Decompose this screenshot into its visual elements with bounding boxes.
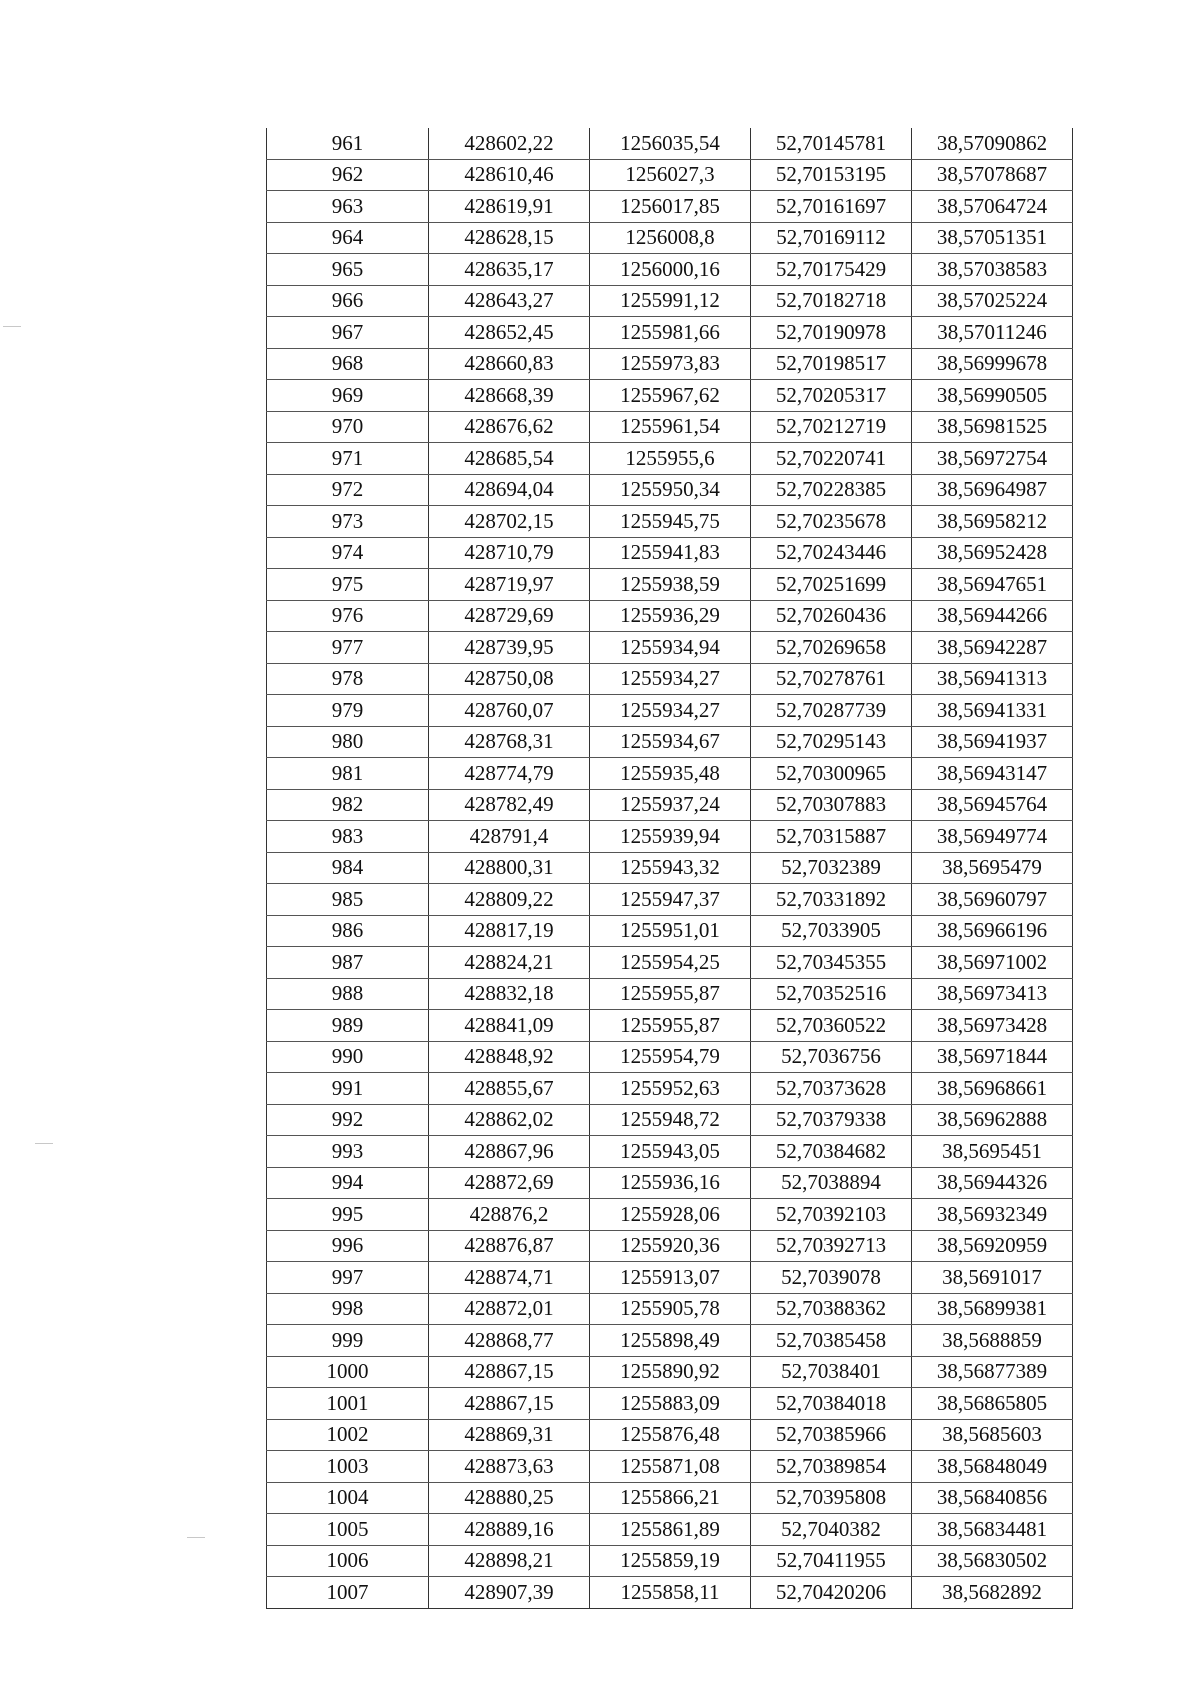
longitude-cell: 38,56848049 xyxy=(912,1451,1073,1483)
x-coordinate-cell: 428791,4 xyxy=(429,821,590,853)
table-row xyxy=(267,1545,1073,1577)
table-row xyxy=(267,1325,1073,1357)
x-coordinate-cell: 428880,25 xyxy=(429,1482,590,1514)
y-coordinate-cell: 1255928,06 xyxy=(590,1199,751,1231)
table-row xyxy=(267,380,1073,412)
latitude-cell: 52,70373628 xyxy=(751,1073,912,1105)
point-number-cell: 970 xyxy=(267,411,429,443)
x-coordinate-cell: 428610,46 xyxy=(429,159,590,191)
table-row xyxy=(267,537,1073,569)
latitude-cell: 52,70251699 xyxy=(751,569,912,601)
point-number-cell: 965 xyxy=(267,254,429,286)
point-number-cell: 991 xyxy=(267,1073,429,1105)
longitude-cell: 38,56973413 xyxy=(912,978,1073,1010)
point-number-cell: 981 xyxy=(267,758,429,790)
latitude-cell: 52,70388362 xyxy=(751,1293,912,1325)
x-coordinate-cell: 428889,16 xyxy=(429,1514,590,1546)
x-coordinate-cell: 428676,62 xyxy=(429,411,590,443)
longitude-cell: 38,5688859 xyxy=(912,1325,1073,1357)
x-coordinate-cell: 428660,83 xyxy=(429,348,590,380)
latitude-cell: 52,7036756 xyxy=(751,1041,912,1073)
longitude-cell: 38,5685603 xyxy=(912,1419,1073,1451)
x-coordinate-cell: 428760,07 xyxy=(429,695,590,727)
point-number-cell: 999 xyxy=(267,1325,429,1357)
longitude-cell: 38,56877389 xyxy=(912,1356,1073,1388)
latitude-cell: 52,70420206 xyxy=(751,1577,912,1609)
y-coordinate-cell: 1255871,08 xyxy=(590,1451,751,1483)
latitude-cell: 52,70389854 xyxy=(751,1451,912,1483)
point-number-cell: 979 xyxy=(267,695,429,727)
x-coordinate-cell: 428867,15 xyxy=(429,1388,590,1420)
x-coordinate-cell: 428872,69 xyxy=(429,1167,590,1199)
x-coordinate-cell: 428702,15 xyxy=(429,506,590,538)
point-number-cell: 1003 xyxy=(267,1451,429,1483)
y-coordinate-cell: 1255905,78 xyxy=(590,1293,751,1325)
latitude-cell: 52,7038894 xyxy=(751,1167,912,1199)
longitude-cell: 38,56834481 xyxy=(912,1514,1073,1546)
table-row xyxy=(267,222,1073,254)
latitude-cell: 52,70385966 xyxy=(751,1419,912,1451)
y-coordinate-cell: 1255943,05 xyxy=(590,1136,751,1168)
x-coordinate-cell: 428729,69 xyxy=(429,600,590,632)
x-coordinate-cell: 428898,21 xyxy=(429,1545,590,1577)
latitude-cell: 52,70392713 xyxy=(751,1230,912,1262)
point-number-cell: 976 xyxy=(267,600,429,632)
point-number-cell: 962 xyxy=(267,159,429,191)
longitude-cell: 38,56920959 xyxy=(912,1230,1073,1262)
x-coordinate-cell: 428809,22 xyxy=(429,884,590,916)
y-coordinate-cell: 1255859,19 xyxy=(590,1545,751,1577)
table-row xyxy=(267,632,1073,664)
y-coordinate-cell: 1255937,24 xyxy=(590,789,751,821)
point-number-cell: 969 xyxy=(267,380,429,412)
longitude-cell: 38,5695479 xyxy=(912,852,1073,884)
y-coordinate-cell: 1255866,21 xyxy=(590,1482,751,1514)
longitude-cell: 38,56830502 xyxy=(912,1545,1073,1577)
point-number-cell: 982 xyxy=(267,789,429,821)
y-coordinate-cell: 1255991,12 xyxy=(590,285,751,317)
longitude-cell: 38,56966196 xyxy=(912,915,1073,947)
y-coordinate-cell: 1255952,63 xyxy=(590,1073,751,1105)
table-row xyxy=(267,443,1073,475)
longitude-cell: 38,56945764 xyxy=(912,789,1073,821)
point-number-cell: 978 xyxy=(267,663,429,695)
point-number-cell: 971 xyxy=(267,443,429,475)
latitude-cell: 52,70260436 xyxy=(751,600,912,632)
latitude-cell: 52,70392103 xyxy=(751,1199,912,1231)
table-row xyxy=(267,821,1073,853)
y-coordinate-cell: 1255883,09 xyxy=(590,1388,751,1420)
point-number-cell: 996 xyxy=(267,1230,429,1262)
table-row xyxy=(267,758,1073,790)
y-coordinate-cell: 1255876,48 xyxy=(590,1419,751,1451)
point-number-cell: 974 xyxy=(267,537,429,569)
y-coordinate-cell: 1255934,27 xyxy=(590,695,751,727)
point-number-cell: 986 xyxy=(267,915,429,947)
latitude-cell: 52,70360522 xyxy=(751,1010,912,1042)
y-coordinate-cell: 1256008,8 xyxy=(590,222,751,254)
longitude-cell: 38,56964987 xyxy=(912,474,1073,506)
x-coordinate-cell: 428841,09 xyxy=(429,1010,590,1042)
table-row xyxy=(267,1419,1073,1451)
table-row xyxy=(267,569,1073,601)
table-row xyxy=(267,1577,1073,1609)
latitude-cell: 52,70295143 xyxy=(751,726,912,758)
y-coordinate-cell: 1255945,75 xyxy=(590,506,751,538)
y-coordinate-cell: 1256035,54 xyxy=(590,128,751,159)
longitude-cell: 38,56944326 xyxy=(912,1167,1073,1199)
table-row xyxy=(267,695,1073,727)
latitude-cell: 52,70190978 xyxy=(751,317,912,349)
table-row xyxy=(267,1451,1073,1483)
latitude-cell: 52,70212719 xyxy=(751,411,912,443)
x-coordinate-cell: 428832,18 xyxy=(429,978,590,1010)
x-coordinate-cell: 428868,77 xyxy=(429,1325,590,1357)
x-coordinate-cell: 428635,17 xyxy=(429,254,590,286)
y-coordinate-cell: 1255954,79 xyxy=(590,1041,751,1073)
x-coordinate-cell: 428824,21 xyxy=(429,947,590,979)
longitude-cell: 38,56947651 xyxy=(912,569,1073,601)
x-coordinate-cell: 428867,96 xyxy=(429,1136,590,1168)
longitude-cell: 38,56981525 xyxy=(912,411,1073,443)
table-row xyxy=(267,947,1073,979)
y-coordinate-cell: 1255861,89 xyxy=(590,1514,751,1546)
point-number-cell: 989 xyxy=(267,1010,429,1042)
longitude-cell: 38,56865805 xyxy=(912,1388,1073,1420)
table-row xyxy=(267,1010,1073,1042)
longitude-cell: 38,57038583 xyxy=(912,254,1073,286)
latitude-cell: 52,70352516 xyxy=(751,978,912,1010)
point-number-cell: 1002 xyxy=(267,1419,429,1451)
point-number-cell: 1007 xyxy=(267,1577,429,1609)
latitude-cell: 52,70169112 xyxy=(751,222,912,254)
latitude-cell: 52,70315887 xyxy=(751,821,912,853)
point-number-cell: 966 xyxy=(267,285,429,317)
scan-margin-mark xyxy=(35,1143,53,1144)
point-number-cell: 963 xyxy=(267,191,429,223)
table-row xyxy=(267,191,1073,223)
point-number-cell: 990 xyxy=(267,1041,429,1073)
y-coordinate-cell: 1255920,36 xyxy=(590,1230,751,1262)
point-number-cell: 998 xyxy=(267,1293,429,1325)
latitude-cell: 52,70278761 xyxy=(751,663,912,695)
coordinates-table xyxy=(266,128,1073,1609)
x-coordinate-cell: 428873,63 xyxy=(429,1451,590,1483)
point-number-cell: 972 xyxy=(267,474,429,506)
y-coordinate-cell: 1255967,62 xyxy=(590,380,751,412)
y-coordinate-cell: 1255934,27 xyxy=(590,663,751,695)
latitude-cell: 52,70287739 xyxy=(751,695,912,727)
table-row xyxy=(267,1388,1073,1420)
x-coordinate-cell: 428774,79 xyxy=(429,758,590,790)
point-number-cell: 964 xyxy=(267,222,429,254)
y-coordinate-cell: 1255935,48 xyxy=(590,758,751,790)
y-coordinate-cell: 1255934,67 xyxy=(590,726,751,758)
longitude-cell: 38,56971002 xyxy=(912,947,1073,979)
table-row xyxy=(267,1041,1073,1073)
x-coordinate-cell: 428872,01 xyxy=(429,1293,590,1325)
y-coordinate-cell: 1255934,94 xyxy=(590,632,751,664)
table-row xyxy=(267,1167,1073,1199)
table-row xyxy=(267,915,1073,947)
longitude-cell: 38,56973428 xyxy=(912,1010,1073,1042)
y-coordinate-cell: 1256027,3 xyxy=(590,159,751,191)
longitude-cell: 38,57078687 xyxy=(912,159,1073,191)
longitude-cell: 38,56990505 xyxy=(912,380,1073,412)
latitude-cell: 52,70384018 xyxy=(751,1388,912,1420)
x-coordinate-cell: 428907,39 xyxy=(429,1577,590,1609)
latitude-cell: 52,70384682 xyxy=(751,1136,912,1168)
longitude-cell: 38,57090862 xyxy=(912,128,1073,159)
longitude-cell: 38,5695451 xyxy=(912,1136,1073,1168)
latitude-cell: 52,70198517 xyxy=(751,348,912,380)
latitude-cell: 52,7033905 xyxy=(751,915,912,947)
y-coordinate-cell: 1255941,83 xyxy=(590,537,751,569)
y-coordinate-cell: 1255913,07 xyxy=(590,1262,751,1294)
x-coordinate-cell: 428739,95 xyxy=(429,632,590,664)
table-row xyxy=(267,317,1073,349)
x-coordinate-cell: 428685,54 xyxy=(429,443,590,475)
table-row xyxy=(267,1104,1073,1136)
longitude-cell: 38,5691017 xyxy=(912,1262,1073,1294)
latitude-cell: 52,7038401 xyxy=(751,1356,912,1388)
y-coordinate-cell: 1255954,25 xyxy=(590,947,751,979)
x-coordinate-cell: 428652,45 xyxy=(429,317,590,349)
y-coordinate-cell: 1255950,34 xyxy=(590,474,751,506)
y-coordinate-cell: 1255858,11 xyxy=(590,1577,751,1609)
table-row xyxy=(267,1262,1073,1294)
y-coordinate-cell: 1255898,49 xyxy=(590,1325,751,1357)
longitude-cell: 38,56962888 xyxy=(912,1104,1073,1136)
point-number-cell: 968 xyxy=(267,348,429,380)
y-coordinate-cell: 1255951,01 xyxy=(590,915,751,947)
x-coordinate-cell: 428643,27 xyxy=(429,285,590,317)
y-coordinate-cell: 1255955,6 xyxy=(590,443,751,475)
latitude-cell: 52,70379338 xyxy=(751,1104,912,1136)
latitude-cell: 52,70331892 xyxy=(751,884,912,916)
table-row xyxy=(267,1136,1073,1168)
point-number-cell: 1001 xyxy=(267,1388,429,1420)
y-coordinate-cell: 1255936,16 xyxy=(590,1167,751,1199)
x-coordinate-cell: 428694,04 xyxy=(429,474,590,506)
x-coordinate-cell: 428719,97 xyxy=(429,569,590,601)
longitude-cell: 38,56960797 xyxy=(912,884,1073,916)
y-coordinate-cell: 1255955,87 xyxy=(590,1010,751,1042)
table-row xyxy=(267,789,1073,821)
table-row xyxy=(267,884,1073,916)
longitude-cell: 38,56972754 xyxy=(912,443,1073,475)
table-row xyxy=(267,978,1073,1010)
latitude-cell: 52,70205317 xyxy=(751,380,912,412)
x-coordinate-cell: 428869,31 xyxy=(429,1419,590,1451)
longitude-cell: 38,56840856 xyxy=(912,1482,1073,1514)
x-coordinate-cell: 428876,87 xyxy=(429,1230,590,1262)
longitude-cell: 38,56968661 xyxy=(912,1073,1073,1105)
point-number-cell: 988 xyxy=(267,978,429,1010)
latitude-cell: 52,70182718 xyxy=(751,285,912,317)
x-coordinate-cell: 428602,22 xyxy=(429,128,590,159)
longitude-cell: 38,56941331 xyxy=(912,695,1073,727)
point-number-cell: 1005 xyxy=(267,1514,429,1546)
table-row xyxy=(267,506,1073,538)
x-coordinate-cell: 428628,15 xyxy=(429,222,590,254)
table-row xyxy=(267,1356,1073,1388)
table-row xyxy=(267,411,1073,443)
x-coordinate-cell: 428768,31 xyxy=(429,726,590,758)
longitude-cell: 38,56899381 xyxy=(912,1293,1073,1325)
latitude-cell: 52,70395808 xyxy=(751,1482,912,1514)
table-row xyxy=(267,128,1073,159)
table-row xyxy=(267,1230,1073,1262)
table-row xyxy=(267,348,1073,380)
latitude-cell: 52,70175429 xyxy=(751,254,912,286)
point-number-cell: 973 xyxy=(267,506,429,538)
table-row xyxy=(267,285,1073,317)
point-number-cell: 967 xyxy=(267,317,429,349)
point-number-cell: 980 xyxy=(267,726,429,758)
scan-margin-mark xyxy=(3,326,21,327)
y-coordinate-cell: 1256017,85 xyxy=(590,191,751,223)
point-number-cell: 997 xyxy=(267,1262,429,1294)
longitude-cell: 38,5682892 xyxy=(912,1577,1073,1609)
longitude-cell: 38,57011246 xyxy=(912,317,1073,349)
point-number-cell: 1004 xyxy=(267,1482,429,1514)
table-row xyxy=(267,852,1073,884)
point-number-cell: 984 xyxy=(267,852,429,884)
x-coordinate-cell: 428782,49 xyxy=(429,789,590,821)
x-coordinate-cell: 428855,67 xyxy=(429,1073,590,1105)
x-coordinate-cell: 428862,02 xyxy=(429,1104,590,1136)
table-row xyxy=(267,1482,1073,1514)
y-coordinate-cell: 1255943,32 xyxy=(590,852,751,884)
scan-margin-mark xyxy=(187,1537,205,1538)
x-coordinate-cell: 428867,15 xyxy=(429,1356,590,1388)
table-row xyxy=(267,600,1073,632)
point-number-cell: 983 xyxy=(267,821,429,853)
y-coordinate-cell: 1256000,16 xyxy=(590,254,751,286)
point-number-cell: 987 xyxy=(267,947,429,979)
latitude-cell: 52,70345355 xyxy=(751,947,912,979)
latitude-cell: 52,70235678 xyxy=(751,506,912,538)
longitude-cell: 38,57025224 xyxy=(912,285,1073,317)
longitude-cell: 38,56999678 xyxy=(912,348,1073,380)
y-coordinate-cell: 1255947,37 xyxy=(590,884,751,916)
table-row xyxy=(267,726,1073,758)
y-coordinate-cell: 1255961,54 xyxy=(590,411,751,443)
y-coordinate-cell: 1255939,94 xyxy=(590,821,751,853)
longitude-cell: 38,56932349 xyxy=(912,1199,1073,1231)
y-coordinate-cell: 1255948,72 xyxy=(590,1104,751,1136)
x-coordinate-cell: 428668,39 xyxy=(429,380,590,412)
point-number-cell: 1000 xyxy=(267,1356,429,1388)
latitude-cell: 52,70269658 xyxy=(751,632,912,664)
x-coordinate-cell: 428710,79 xyxy=(429,537,590,569)
point-number-cell: 985 xyxy=(267,884,429,916)
point-number-cell: 1006 xyxy=(267,1545,429,1577)
x-coordinate-cell: 428750,08 xyxy=(429,663,590,695)
latitude-cell: 52,70385458 xyxy=(751,1325,912,1357)
longitude-cell: 38,56942287 xyxy=(912,632,1073,664)
y-coordinate-cell: 1255938,59 xyxy=(590,569,751,601)
point-number-cell: 993 xyxy=(267,1136,429,1168)
latitude-cell: 52,70153195 xyxy=(751,159,912,191)
point-number-cell: 992 xyxy=(267,1104,429,1136)
x-coordinate-cell: 428874,71 xyxy=(429,1262,590,1294)
x-coordinate-cell: 428876,2 xyxy=(429,1199,590,1231)
x-coordinate-cell: 428619,91 xyxy=(429,191,590,223)
table-row xyxy=(267,1073,1073,1105)
longitude-cell: 38,56952428 xyxy=(912,537,1073,569)
point-number-cell: 995 xyxy=(267,1199,429,1231)
longitude-cell: 38,56949774 xyxy=(912,821,1073,853)
table-row xyxy=(267,1293,1073,1325)
y-coordinate-cell: 1255955,87 xyxy=(590,978,751,1010)
table-row xyxy=(267,159,1073,191)
longitude-cell: 38,56958212 xyxy=(912,506,1073,538)
latitude-cell: 52,70145781 xyxy=(751,128,912,159)
table-row xyxy=(267,663,1073,695)
latitude-cell: 52,70243446 xyxy=(751,537,912,569)
latitude-cell: 52,7039078 xyxy=(751,1262,912,1294)
latitude-cell: 52,70307883 xyxy=(751,789,912,821)
point-number-cell: 961 xyxy=(267,128,429,159)
longitude-cell: 38,56941937 xyxy=(912,726,1073,758)
point-number-cell: 977 xyxy=(267,632,429,664)
latitude-cell: 52,70411955 xyxy=(751,1545,912,1577)
table-row xyxy=(267,1514,1073,1546)
longitude-cell: 38,56971844 xyxy=(912,1041,1073,1073)
coordinates-table-body xyxy=(267,128,1073,1608)
table-row xyxy=(267,1199,1073,1231)
y-coordinate-cell: 1255936,29 xyxy=(590,600,751,632)
x-coordinate-cell: 428817,19 xyxy=(429,915,590,947)
x-coordinate-cell: 428800,31 xyxy=(429,852,590,884)
longitude-cell: 38,56941313 xyxy=(912,663,1073,695)
table-row xyxy=(267,474,1073,506)
y-coordinate-cell: 1255973,83 xyxy=(590,348,751,380)
y-coordinate-cell: 1255981,66 xyxy=(590,317,751,349)
longitude-cell: 38,56944266 xyxy=(912,600,1073,632)
latitude-cell: 52,7040382 xyxy=(751,1514,912,1546)
latitude-cell: 52,70161697 xyxy=(751,191,912,223)
longitude-cell: 38,57064724 xyxy=(912,191,1073,223)
longitude-cell: 38,57051351 xyxy=(912,222,1073,254)
point-number-cell: 975 xyxy=(267,569,429,601)
y-coordinate-cell: 1255890,92 xyxy=(590,1356,751,1388)
latitude-cell: 52,70220741 xyxy=(751,443,912,475)
latitude-cell: 52,7032389 xyxy=(751,852,912,884)
x-coordinate-cell: 428848,92 xyxy=(429,1041,590,1073)
latitude-cell: 52,70228385 xyxy=(751,474,912,506)
table-row xyxy=(267,254,1073,286)
latitude-cell: 52,70300965 xyxy=(751,758,912,790)
point-number-cell: 994 xyxy=(267,1167,429,1199)
longitude-cell: 38,56943147 xyxy=(912,758,1073,790)
